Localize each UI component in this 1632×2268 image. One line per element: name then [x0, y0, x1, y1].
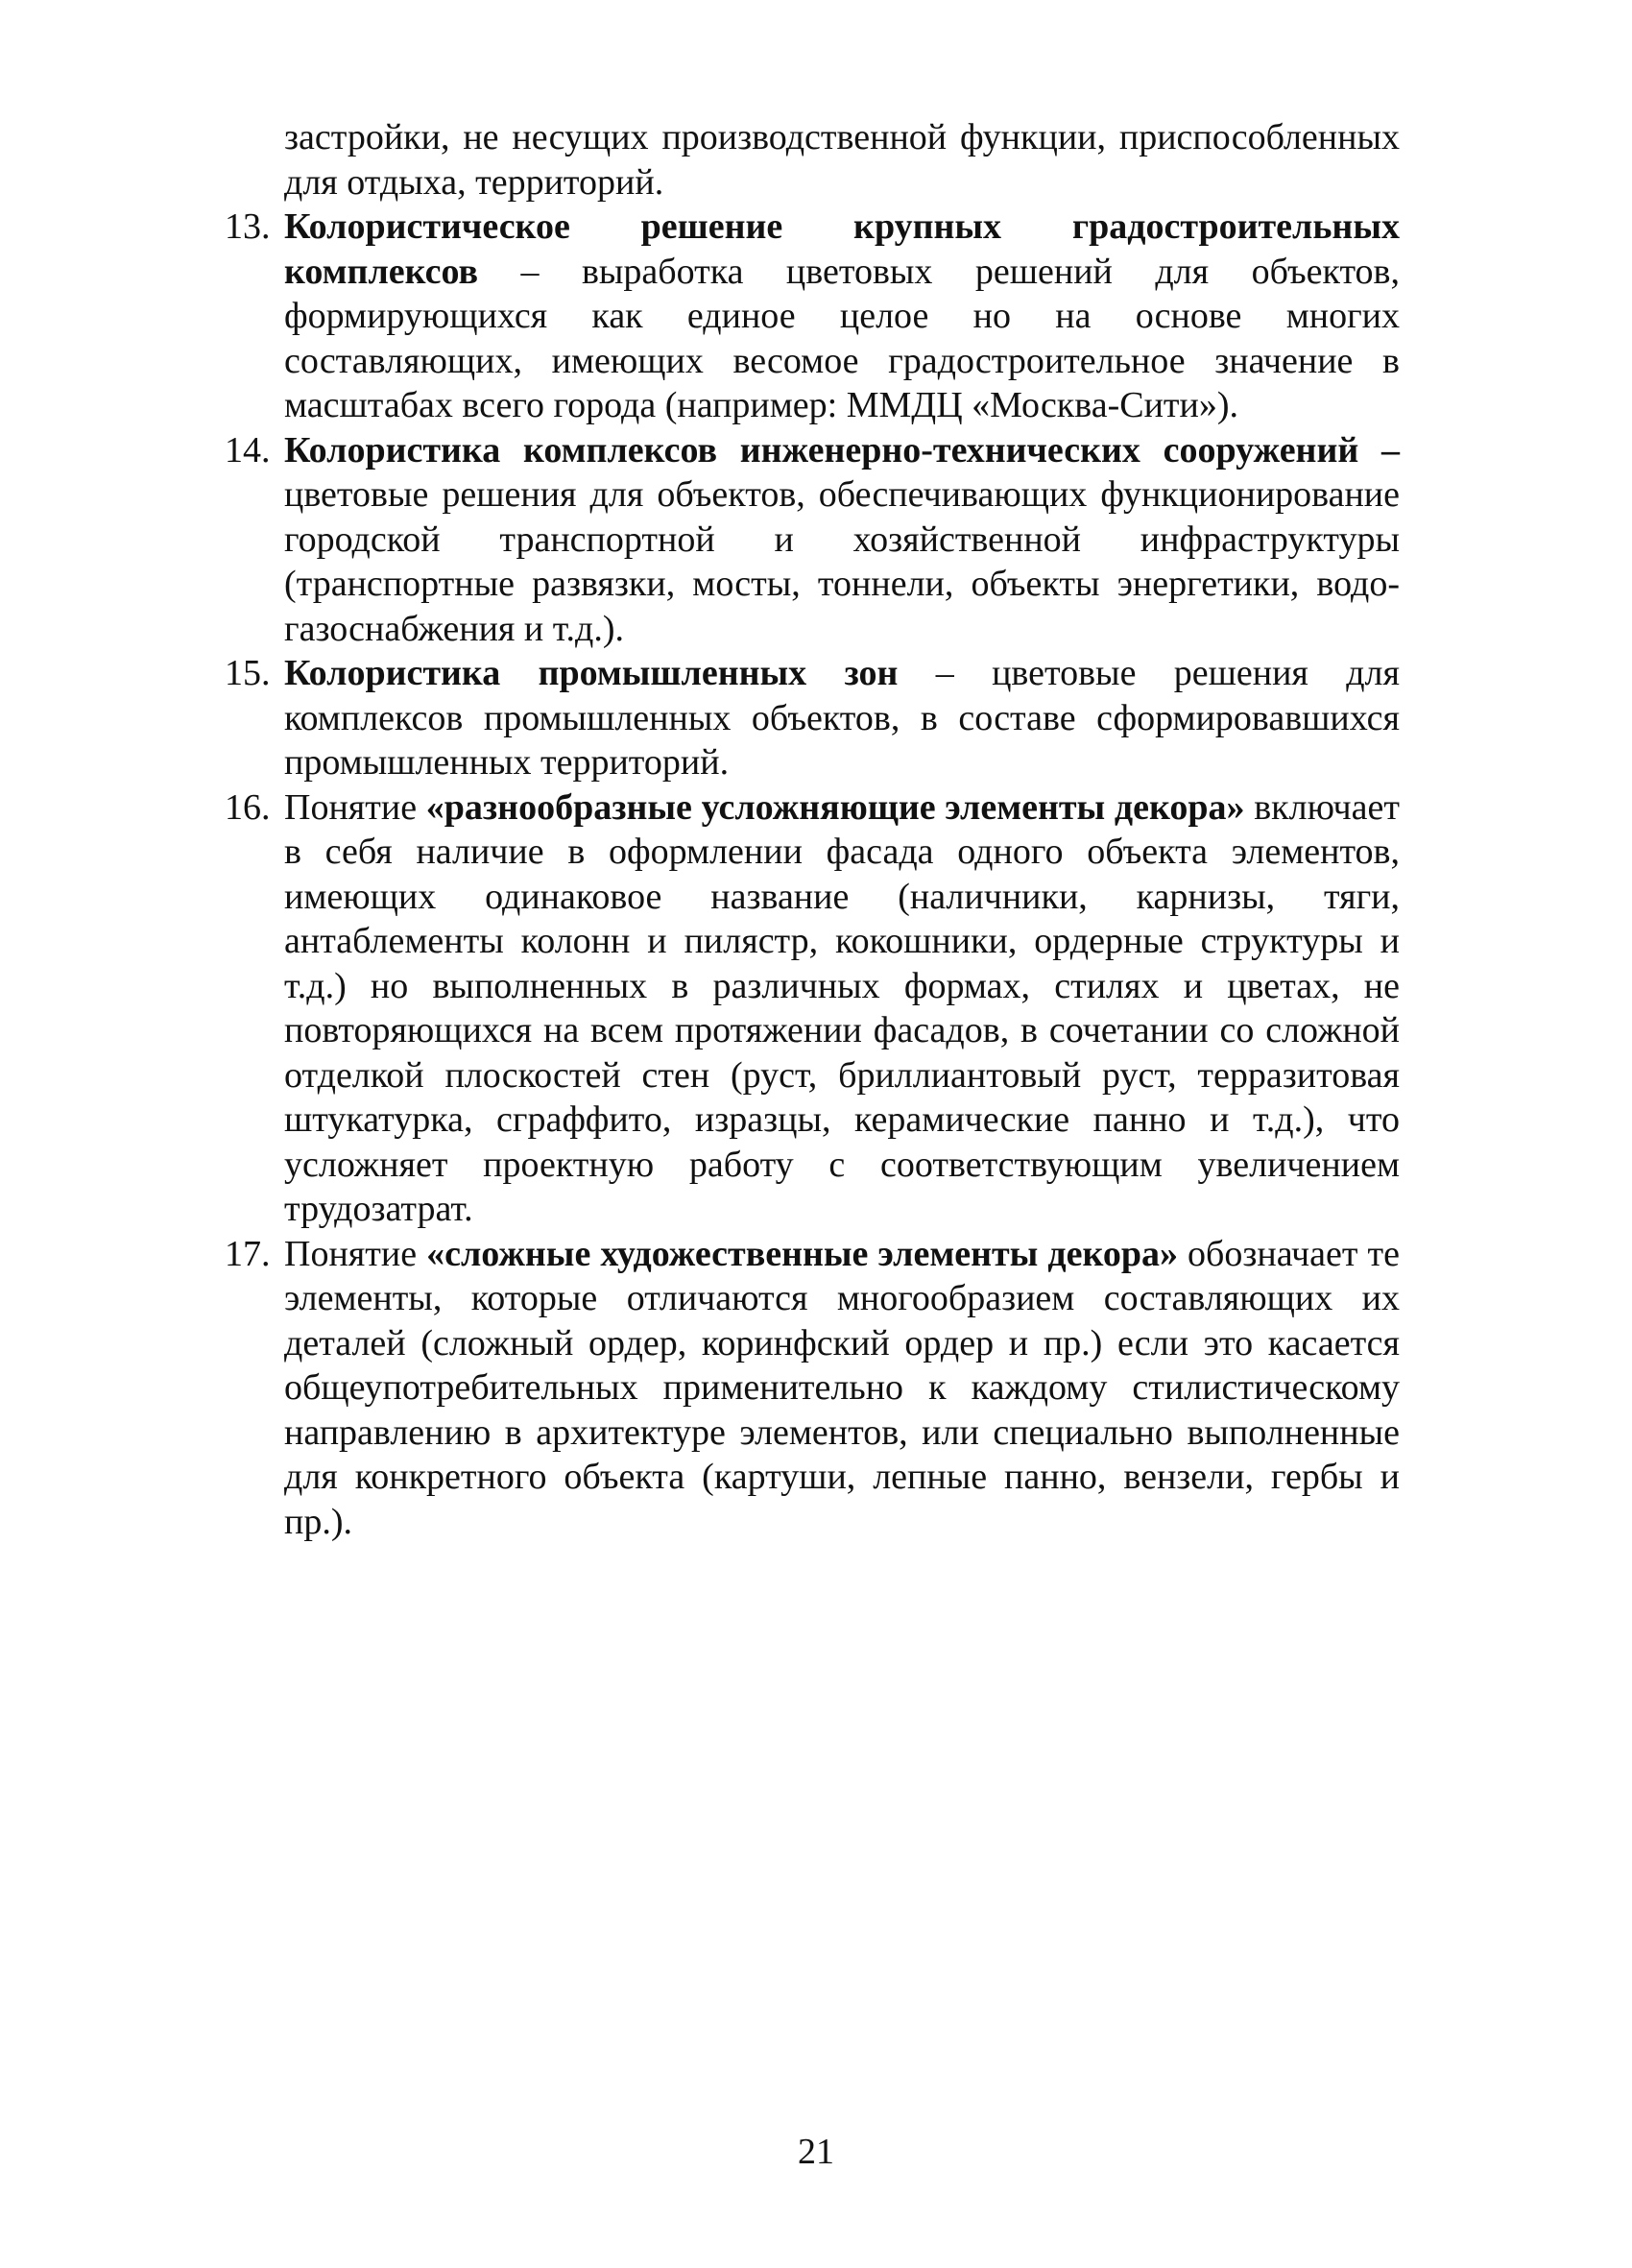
paragraph-text: застройки, не несущих производственной функции, приспособленных для отдыха, территорий. — [284, 117, 1400, 203]
list-item-14 — [225, 428, 1400, 652]
item-term: Колористическое решение крупных градостроительных комплексов — [284, 206, 1400, 292]
list-item-13 — [225, 205, 1400, 428]
item-term: «сложные художественные элементы декора» — [426, 1233, 1178, 1274]
item-term: Колористика комплексов инженерно-технических сооружений – — [284, 429, 1400, 470]
item-number: 14. — [225, 429, 271, 470]
list-item-16 — [225, 785, 1400, 1232]
item-text: включает в себя наличие в оформлении фасада одного объекта элементов, имеющих одинаковое название (наличники, карнизы, тяги, антаблементы колонн и пилястр, кокошники, ордерные структуры и т.д.) но выполненных в различных формах, стилях и цветах, не повторяющихся на всем протяжении фасадов, в сочетании со сложной отделкой плоскостей стен (руст, бриллиантовый руст, терразитовая штукатурка, сграффито, изразцы, керамические панно и т.д.), что усложняет проектную работу с соответствующим увеличением трудозатрат. — [284, 786, 1400, 1229]
list-item-15 — [225, 651, 1400, 785]
item-number: 13. — [225, 206, 271, 247]
item-text: – цветовые решения для комплексов промышленных объектов, в составе сформировавшихся промышленных территорий. — [284, 653, 1400, 783]
page-number: 21 — [798, 2132, 834, 2172]
item-text: обозначает те элементы, которые отличаются многообразием составляющих их деталей (сложный ордер, коринфский ордер и пр.) если это касается общеупотребительных применительно к каждому стилистическому направлению в архитектуре элементов, или специально выполненные для конкретного объекта (картуши, лепные панно, вензели, гербы и пр.). — [284, 1233, 1400, 1542]
item-number: 16. — [225, 786, 271, 828]
item-number: 17. — [225, 1233, 271, 1274]
item-prefix: Понятие — [284, 786, 426, 828]
item-text: цветовые решения для объектов, обеспечивающих функционирование городской транспортной и хозяйственной инфраструктуры (транспортные развязки, мосты, тоннели, объекты энергетики, водо-газоснабжения и т.д.). — [284, 474, 1400, 649]
item-text: – выработка цветовых решений для объектов, формирующихся как единое целое но на основе многих составляющих, имеющих весомое градостроительное значение в масштабах всего города (например: ММДЦ «Москва-Сити»). — [284, 251, 1400, 425]
item-term: Колористика промышленных зон — [284, 653, 899, 693]
document-body — [225, 115, 1400, 1544]
item-number: 15. — [225, 653, 271, 693]
list-item-17 — [225, 1232, 1400, 1545]
item-term: «разнообразные усложняющие элементы декора» — [425, 786, 1245, 828]
item-prefix: Понятие — [284, 1233, 427, 1274]
paragraph-continuation — [284, 115, 1400, 205]
